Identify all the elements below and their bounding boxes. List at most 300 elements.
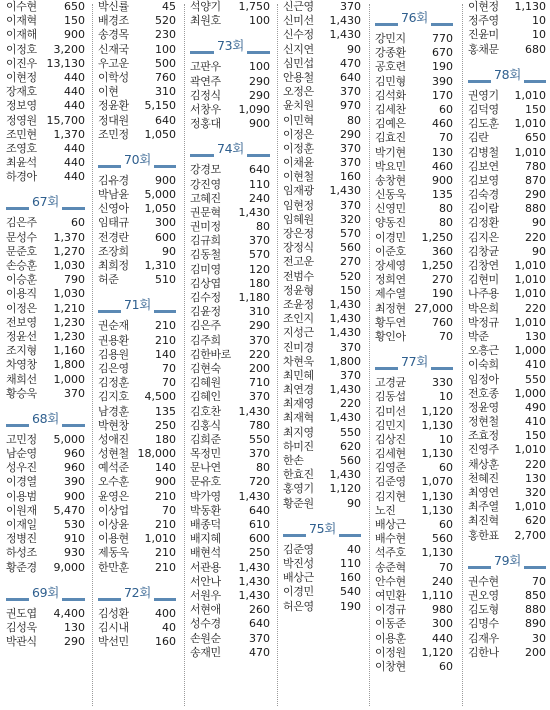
donation-amount: 2,700	[514, 528, 546, 542]
donation-amount: 560	[340, 454, 361, 467]
donor-name: 성우진	[6, 461, 37, 475]
donation-amount: 1,070	[421, 475, 453, 489]
donor-row	[98, 188, 176, 202]
donor-row	[6, 43, 85, 57]
donor-row	[283, 298, 361, 312]
donor-row	[283, 213, 361, 227]
donor-row	[468, 231, 546, 245]
donor-name: 차영창	[6, 358, 37, 372]
donor-name: 배현석	[190, 546, 221, 560]
donation-amount: 1,430	[329, 411, 361, 425]
donor-row	[190, 575, 270, 589]
donation-amount: 240	[432, 574, 453, 588]
donor-row	[468, 316, 546, 330]
donor-name: 권문혁	[190, 205, 221, 219]
donor-name: 이채윤	[283, 156, 314, 170]
donor-row	[283, 14, 361, 28]
donor-name: 허은영	[283, 599, 314, 613]
donor-name: 김상엽	[190, 276, 221, 290]
donor-name: 최희정	[98, 259, 129, 272]
donation-amount: 160	[155, 635, 176, 649]
donor-name: 김도형	[468, 603, 499, 617]
donation-amount: 1,030	[53, 287, 85, 301]
section-header	[468, 548, 546, 572]
donation-amount: 530	[64, 518, 85, 531]
donor-name: 황인아	[375, 329, 406, 343]
donation-amount: 850	[525, 588, 546, 602]
donor-row	[375, 259, 453, 273]
donor-row	[98, 231, 176, 245]
donor-name: 장정식	[283, 241, 314, 255]
donor-row	[98, 362, 176, 376]
donor-column	[98, 0, 176, 710]
donor-row	[98, 128, 176, 142]
donation-amount: 1,050	[144, 202, 176, 216]
donor-name: 신지연	[283, 42, 314, 56]
donation-amount: 90	[532, 216, 546, 230]
donor-row	[375, 546, 453, 560]
section-header	[190, 33, 270, 57]
donor-name: 배지혜	[190, 532, 221, 546]
donor-name: 제동욱	[98, 546, 129, 560]
donor-row	[375, 575, 453, 589]
donor-row	[283, 0, 361, 14]
donation-amount: 1,230	[53, 329, 85, 343]
donation-amount: 670	[432, 46, 453, 60]
donation-amount: 290	[340, 127, 361, 141]
donor-name: 김민지	[375, 418, 406, 432]
donation-amount: 13,130	[46, 56, 85, 70]
donation-amount: 190	[340, 599, 361, 613]
donor-name: 김호찬	[190, 404, 221, 418]
donation-amount: 1,130	[421, 418, 453, 432]
donor-name: 김은영	[98, 361, 129, 375]
donor-row	[375, 146, 453, 160]
donor-name: 최원호	[190, 14, 221, 28]
donor-name: 이정은	[6, 301, 37, 315]
donation-amount: 40	[162, 620, 176, 634]
donor-row	[6, 504, 85, 518]
donation-amount: 640	[340, 70, 361, 84]
donor-row	[98, 376, 176, 390]
donor-name: 박동환	[190, 503, 221, 517]
donation-amount: 460	[432, 159, 453, 173]
donor-name: 권미정	[190, 220, 221, 234]
donation-amount: 1,130	[421, 489, 453, 503]
section-title: 67회	[32, 194, 60, 210]
donor-name: 김현숙	[190, 361, 221, 375]
donor-row	[468, 174, 546, 188]
donor-row	[375, 75, 453, 89]
donor-row	[283, 199, 361, 213]
donation-amount: 70	[162, 503, 176, 517]
donor-name: 한손	[283, 454, 304, 467]
column-divider	[92, 4, 93, 706]
donor-row	[283, 255, 361, 269]
donor-row	[375, 617, 453, 631]
donation-amount: 790	[64, 273, 85, 287]
donor-name: 김은주	[6, 216, 37, 230]
donation-amount: 135	[155, 404, 176, 418]
donor-row	[190, 475, 270, 489]
donor-name: 이정훈	[283, 141, 314, 155]
donation-amount: 1,010	[514, 287, 546, 301]
donor-name: 고혜진	[190, 191, 221, 205]
donation-amount: 370	[340, 368, 361, 382]
donation-amount: 1,430	[329, 184, 361, 198]
donor-row	[98, 334, 176, 348]
donor-name: 이정원	[375, 645, 406, 659]
donor-row	[468, 330, 546, 344]
donor-row	[6, 170, 85, 184]
donor-row	[190, 646, 270, 660]
donor-row	[98, 433, 176, 447]
donation-amount: 220	[525, 301, 546, 315]
section-header	[375, 349, 453, 373]
donor-row	[283, 585, 361, 599]
donor-row	[375, 504, 453, 518]
donor-row	[283, 312, 361, 326]
donation-amount: 80	[256, 220, 270, 234]
donor-row	[190, 178, 270, 192]
donor-name: 김예은	[375, 117, 406, 131]
donation-amount: 1,270	[53, 244, 85, 258]
donor-row	[98, 635, 176, 649]
donor-row	[375, 32, 453, 46]
donor-row	[190, 334, 270, 348]
section-title: 68회	[32, 410, 60, 426]
donation-amount: 720	[249, 475, 270, 489]
donation-amount: 150	[64, 14, 85, 28]
donor-name: 서안나	[190, 574, 221, 588]
donation-amount: 300	[155, 216, 176, 230]
donor-name: 김창연	[468, 259, 499, 272]
donation-amount: 780	[249, 418, 270, 432]
donor-name: 임재광	[283, 184, 314, 198]
donation-amount: 150	[340, 283, 361, 297]
donor-name: 박준	[468, 329, 489, 343]
donation-amount: 470	[249, 645, 270, 659]
donation-amount: 1,010	[514, 273, 546, 287]
donor-row	[375, 447, 453, 461]
donor-name: 이경열	[6, 475, 37, 489]
donor-row	[98, 245, 176, 259]
donation-amount: 160	[340, 170, 361, 184]
donor-row	[6, 358, 85, 372]
donor-row	[468, 603, 546, 617]
donation-amount: 370	[249, 333, 270, 347]
donation-amount: 1,010	[514, 145, 546, 159]
donor-name: 전범수	[283, 269, 314, 283]
donor-name: 배상근	[283, 571, 314, 585]
donor-name: 김보연	[468, 159, 499, 173]
donation-amount: 80	[347, 113, 361, 127]
donation-amount: 270	[432, 273, 453, 287]
donation-amount: 900	[155, 173, 176, 187]
donor-row	[98, 561, 176, 575]
donation-amount: 290	[249, 88, 270, 102]
section-title: 75회	[309, 520, 337, 536]
donation-amount: 510	[155, 273, 176, 287]
donor-name: 이현정	[6, 70, 37, 84]
donor-name: 정윤형	[283, 283, 314, 297]
donor-name: 최재혁	[283, 411, 314, 425]
donor-row	[98, 85, 176, 99]
donation-amount: 1,430	[329, 383, 361, 397]
donor-name: 신근영	[283, 0, 314, 13]
donation-amount: 370	[340, 141, 361, 155]
column-divider	[184, 4, 185, 706]
donation-amount: 490	[525, 400, 546, 414]
donor-row	[375, 646, 453, 660]
donation-amount: 410	[525, 358, 546, 372]
donation-amount: 100	[249, 14, 270, 28]
donor-row	[98, 114, 176, 128]
donation-amount: 900	[155, 475, 176, 489]
donor-name: 정보영	[6, 99, 37, 113]
section-title: 73회	[217, 38, 245, 54]
donation-amount: 1,370	[53, 230, 85, 244]
donor-row	[6, 532, 85, 546]
donor-row	[98, 273, 176, 287]
donor-name: 김지현	[375, 489, 406, 503]
donation-amount: 100	[249, 60, 270, 74]
donation-amount: 10	[439, 432, 453, 446]
donor-row	[375, 245, 453, 259]
donor-row	[190, 546, 270, 560]
donor-name: 오수훈	[98, 475, 129, 489]
donor-name: 이준호	[375, 244, 406, 258]
donor-row	[6, 0, 85, 14]
donation-amount: 310	[249, 305, 270, 319]
donor-name: 박남윤	[98, 188, 129, 202]
donor-name: 박은희	[468, 301, 499, 315]
donor-row	[98, 490, 176, 504]
section-title: 72회	[124, 584, 152, 600]
donor-row	[98, 390, 176, 404]
donation-amount: 1,180	[238, 291, 270, 304]
donor-name: 신재국	[98, 42, 129, 56]
donor-name: 고판우	[190, 60, 221, 74]
donation-amount: 320	[525, 486, 546, 499]
donor-name: 진영주	[468, 443, 499, 457]
donor-name: 조효정	[468, 429, 499, 443]
donor-name: 김미영	[190, 262, 221, 276]
donor-name: 배종덕	[190, 518, 221, 531]
donation-amount: 1,130	[514, 0, 546, 13]
section-header	[6, 406, 85, 430]
donor-row	[468, 429, 546, 443]
donation-amount: 170	[432, 88, 453, 102]
donor-name: 이창현	[375, 659, 406, 673]
donation-amount: 210	[155, 560, 176, 574]
donor-name: 김혜원	[190, 376, 221, 390]
donation-amount: 5,470	[53, 503, 85, 517]
donation-amount: 5,000	[53, 432, 85, 446]
donor-name: 김시내	[98, 620, 129, 634]
section-title: 69회	[32, 584, 60, 600]
donor-name: 김용원	[98, 347, 129, 361]
donor-row	[190, 433, 270, 447]
donation-amount: 880	[525, 603, 546, 617]
donor-name: 김숙경	[468, 188, 499, 202]
donor-name: 지성근	[283, 326, 314, 340]
donation-amount: 110	[340, 556, 361, 570]
donation-amount: 1,130	[421, 503, 453, 517]
donor-name: 김성욱	[6, 620, 37, 634]
donor-row	[283, 497, 361, 511]
section-title: 76회	[401, 10, 429, 25]
donation-amount: 1,010	[514, 315, 546, 329]
donor-name: 서원우	[190, 588, 221, 602]
donation-amount: 550	[249, 432, 270, 446]
donor-row	[283, 71, 361, 85]
donor-row	[98, 202, 176, 216]
donor-row	[375, 330, 453, 344]
donation-amount: 70	[439, 560, 453, 574]
donation-amount: 360	[432, 244, 453, 258]
donor-name: 정영원	[6, 113, 37, 127]
section-title: 77회	[401, 354, 429, 370]
donor-row	[375, 160, 453, 174]
donation-amount: 1,210	[53, 301, 85, 315]
donation-amount: 1,120	[329, 482, 361, 496]
donation-amount: 135	[432, 188, 453, 202]
donation-amount: 440	[64, 141, 85, 155]
donor-row	[98, 419, 176, 433]
donation-amount: 210	[155, 319, 176, 333]
donation-amount: 90	[347, 496, 361, 510]
donation-amount: 330	[432, 376, 453, 390]
donor-name: 박정규	[468, 315, 499, 329]
donation-amount: 130	[525, 329, 546, 343]
donor-row	[190, 248, 270, 262]
donor-row	[190, 561, 270, 575]
donor-name: 이상업	[98, 503, 129, 517]
donation-amount: 60	[439, 461, 453, 475]
donor-row	[283, 571, 361, 585]
donation-amount: 610	[249, 518, 270, 531]
donor-name: 문유호	[190, 475, 221, 489]
donor-name: 김미선	[375, 404, 406, 418]
donor-row	[283, 43, 361, 57]
donor-name: 신영민	[375, 202, 406, 216]
donation-amount: 180	[155, 432, 176, 446]
donor-name: 윤치원	[283, 99, 314, 113]
donation-amount: 370	[249, 234, 270, 248]
donor-name: 이원재	[6, 503, 37, 517]
donor-name: 임태규	[98, 216, 129, 230]
donor-row	[283, 383, 361, 397]
donation-amount: 60	[71, 216, 85, 230]
donor-name: 성수경	[190, 617, 221, 631]
donation-amount: 440	[64, 99, 85, 113]
donor-row	[98, 14, 176, 28]
donor-name: 김병철	[468, 145, 499, 159]
donor-name: 박현창	[98, 418, 129, 432]
donor-row	[98, 405, 176, 419]
donor-row	[98, 174, 176, 188]
donor-row	[6, 607, 85, 621]
donor-name: 천혜진	[468, 471, 499, 485]
donor-row	[375, 603, 453, 617]
donor-name: 김수정	[190, 291, 221, 304]
donor-row	[190, 305, 270, 319]
donation-amount: 220	[525, 457, 546, 471]
donor-row	[468, 202, 546, 216]
donor-name: 박진성	[283, 556, 314, 570]
donor-row	[6, 447, 85, 461]
donation-amount: 640	[155, 113, 176, 127]
donation-amount: 370	[64, 386, 85, 400]
donor-name: 황두연	[375, 315, 406, 329]
section-header	[98, 147, 176, 171]
donor-row	[6, 302, 85, 316]
donor-name: 최재영	[283, 397, 314, 411]
donation-amount: 70	[439, 131, 453, 145]
donor-row	[468, 514, 546, 528]
donor-name: 고경균	[375, 376, 406, 390]
donation-amount: 460	[432, 117, 453, 131]
donation-amount: 1,430	[238, 574, 270, 588]
donation-amount: 1,250	[421, 230, 453, 244]
donation-amount: 520	[155, 14, 176, 28]
donor-name: 김유경	[98, 173, 129, 187]
donor-row	[98, 532, 176, 546]
donor-name: 김창균	[468, 244, 499, 258]
donor-row	[375, 202, 453, 216]
donation-amount: 120	[249, 262, 270, 276]
donor-row	[6, 561, 85, 575]
donor-row	[190, 390, 270, 404]
donor-row	[375, 376, 453, 390]
donation-amount: 370	[340, 198, 361, 212]
donor-row	[98, 546, 176, 560]
donor-name: 강경모	[190, 163, 221, 177]
donation-amount: 70	[532, 574, 546, 588]
donor-name: 이정호	[6, 42, 37, 56]
donation-amount: 10	[532, 28, 546, 42]
donor-row	[190, 60, 270, 74]
donation-amount: 150	[525, 429, 546, 443]
donation-amount: 650	[525, 131, 546, 145]
donor-row	[375, 60, 453, 74]
donor-name: 김지호	[98, 390, 129, 404]
donor-name: 이진우	[6, 56, 37, 70]
donor-row	[190, 319, 270, 333]
donation-amount: 10	[439, 390, 453, 404]
donation-amount: 4,400	[53, 606, 85, 620]
donor-name: 송경목	[98, 28, 129, 42]
donor-row	[98, 0, 176, 14]
donation-amount: 250	[155, 418, 176, 432]
donor-name: 석양기	[190, 0, 221, 13]
donor-row	[375, 632, 453, 646]
donor-name: 김세현	[375, 447, 406, 461]
donor-name: 고민정	[6, 432, 37, 446]
section-header	[6, 580, 85, 604]
section-title: 74회	[217, 141, 245, 157]
donor-row	[190, 0, 270, 14]
donor-name: 강진영	[190, 177, 221, 191]
donation-amount: 1,010	[514, 259, 546, 272]
donation-amount: 560	[340, 241, 361, 255]
donation-amount: 370	[340, 340, 361, 354]
donor-name: 성현철	[98, 447, 129, 461]
donor-row	[6, 433, 85, 447]
donation-amount: 290	[249, 74, 270, 88]
donor-row	[283, 468, 361, 482]
